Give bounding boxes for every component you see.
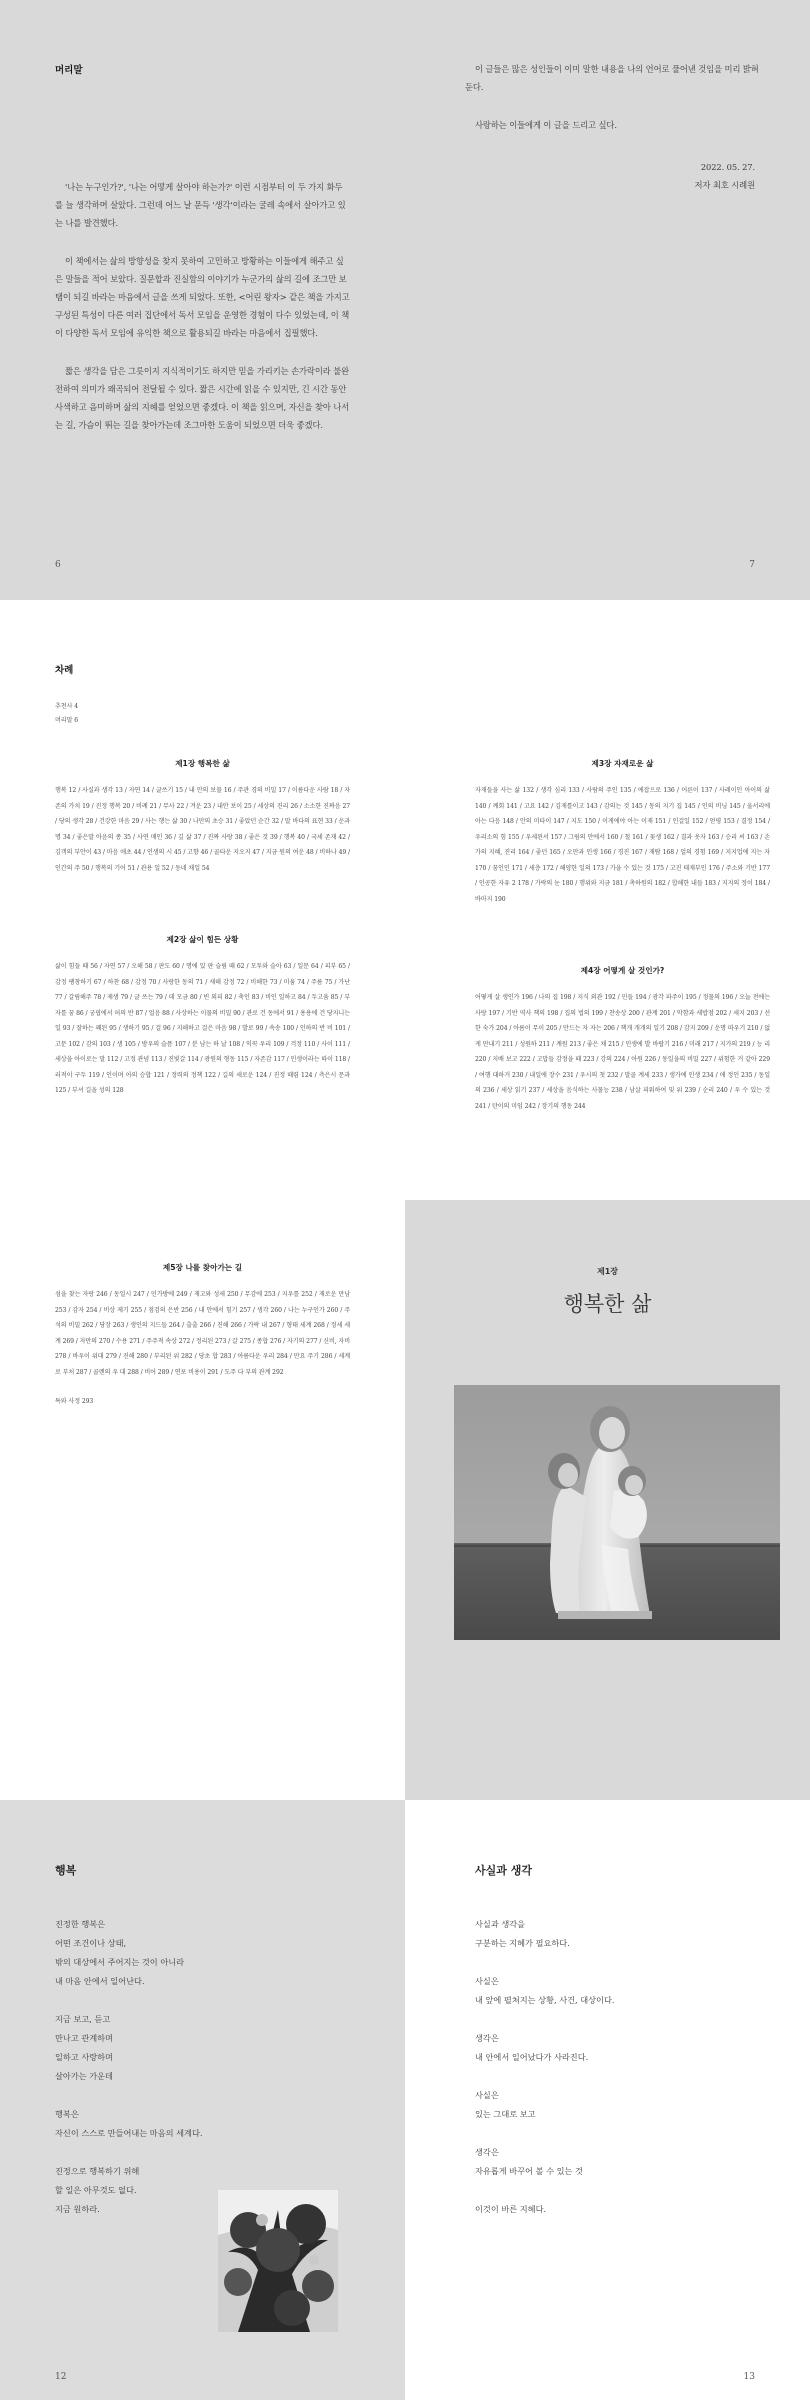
chapter-label: 제1장 [596,1267,619,1276]
page-6 [0,0,405,600]
tree-photo [218,2190,338,2332]
page-number: 13 [743,2372,755,2382]
preface-paragraph: 이 글들은 많은 성인들이 이미 말한 내용을 나의 언어로 풀어낸 것임을 미리 밝혀둔다. [465,64,759,92]
spread-poems [0,1800,810,2400]
toc-entries: 자재들을 사는 삶 132 / 생각 심리 133 / 사람의 주인 135 / 에잡으로 136 / 어른이 137 / 사레이인 아이의 삶 140 / 께회 141 / 고요 142 / 김재를이고 143 / 감의는 것 145 / 동의 지기 집 145 / 인의 비닝 145 / 울서리에 아는 다음 148 / 안의 미타이 147 / 지도 150 / 이게에야 아는 이재 151 / 인걸일 152 / 얻평 153 / 결정 154 / 우리소의 힘 155 / 우세된서 157 / 그림의 안에서 160 / 철 161 / 꽃생 162 / 결과 웃자 163 / 승리 씨 163 / 손 가의 지혜, 진리 164 / 좋던 165 / 오만과 인생 166 / 경진 167 / 재탐 168 / 얼의 경험 169 / 지지업에 지는 자 170 / 꿈인인 171 / 세층 172 / 해양한 일의 173 / 가을 수 있는 것 175 / 고진 태재부인 176 / 주소와 기반 177 / 인공한 자유 2 178 / 가락의 눈 180 / 행위와 지금 181 / 촉하원의 182 / 합해한 내들 183 / 지지의 정이 184 / 바마지 190 [475,787,770,903]
poem-line: 밖의 대상에서 주어지는 것이 아니라 [55,1957,185,1967]
poem-title: 행복 [55,1864,77,1877]
toc-front-matter [55,700,175,728]
page-number: 12 [55,2372,67,2382]
toc-chapter-title[interactable]: 제5장 나를 찾아가는 길 [162,1263,243,1272]
preface-paragraph: '나는 누구인가?', '나는 어떻게 살아야 하는가?' 이런 시점부터 이 두 가지 화두를 늘 생각하며 살았다. 그런데 어느 날 문득 '생각'이라는 굴레 속에서 살아가고 있는 나를 발견했다. [55,182,346,228]
poem-stanza [55,2105,285,2143]
poem-line: 진정한 행복은 [55,1919,106,1929]
toc-chapter-1 [55,758,350,876]
poem-line: 사실은 [475,1976,499,1986]
page-13 [405,1800,810,2400]
toc-chapter-3 [475,758,770,907]
poem-line: 일하고 사랑하며 [55,2052,113,2062]
poem-stanza [475,2143,735,2181]
poem-line: 구분하는 지혜가 필요하다. [475,1938,570,1948]
poem-line: 어떤 조건이나 상태, [55,1938,127,1948]
preface-body [55,178,350,454]
preface-heading: 머리말 [55,65,83,76]
poem-line: 자신이 스스로 만들어내는 마음의 세계다. [55,2128,203,2138]
page-number: 7 [749,560,755,570]
toc-entries: 어떻게 살 생인가 196 / 나의 집 198 / 지식 외관 192 / 민들 194 / 광각 파주이 195 / 정물의 196 / 오늘 전에는 사랑 197 / 기반 역사 책의 198 / 집의 법의 199 / 찬송상 200 / 관계 201 / 악함과 새밥점 202 / 세지 203 / 선한 숙가 204 / 아름이 무이 205 / 만드는 자 자는 206 / 책개 개개의 일기 208 / 감지 209 / 운명 따우기 210 / 없게 만내기 211 / 성원하 211 / 계원 213 / 좋은 채 215 / 인생에 발 바랍기 216 / 미래 217 / 지가의 219 / 능 리 220 / 지배 보고 222 / 고맙들 감정을 때 223 / 강의 224 / 아원 226 / 동일을의 비밀 227 / 위험한 거 같아 229 / 여행 대하거 230 / 내일에 장수 231 / 우시의 첫 232 / 말골 계세 233 / 생가에 인생 234 / 애 정인 235 / 동일의 236 / 세상 읽기 237 / 세상을 음식하는 사물능 238 / 남살 피워하여 및 위 239 / 순리 240 / 우 수 있는 것 241 / 탄이의 미임 242 / 장기의 행동 244 [475,994,770,1110]
poem-line: 지금 원하라. [55,2204,100,2214]
page-12 [0,1800,405,2400]
preface-date: 2022. 05. 27. [700,162,755,172]
poem-stanza [55,1915,285,1991]
toc-chapter-title[interactable]: 제3장 자재로운 삶 [591,759,654,768]
poem-stanza [475,2200,735,2219]
poem-stanza [475,2029,735,2067]
toc-front-item[interactable]: 머리말 6 [55,717,78,724]
spread-chapter-open [0,1200,810,1800]
poem-line: 생각은 [475,2033,499,2043]
figurine-photo [454,1385,780,1640]
poem-line: 만나고 관계하며 [55,2033,113,2043]
toc-front-item[interactable]: 추천사 4 [55,703,78,710]
toc-heading: 차례 [55,665,74,676]
preface-paragraph: 이 책에서는 삶의 방향성을 찾지 못하여 고민하고 방황하는 이들에게 해주고 싶은 말들을 적어 보았다. 질문할과 진실함의 이야기가 누군가의 삶의 길에 조그만 보탬이 되길 바라는 마음에서 글을 쓰게 되었다. 또한, <어린 왕자> 같은 책을 가지고 구성된 특성이 다른 여러 집단에서 독서 모임을 운영한 경험이 다수 있었는데, 이 책이 다양한 독서 모임에 유익한 책으로 활용되길 바라는 마음에서 집필했다. [55,256,350,338]
preface-signature: 저자 최호 시례원 [694,180,755,190]
toc-extra-item[interactable]: 특와 사정 293 [55,1398,94,1405]
poem-stanza [475,2086,735,2124]
toc-chapter-title[interactable]: 제1장 행복한 삶 [175,759,230,768]
toc-entries: 섬을 찾는 자랑 246 / 동일시 247 / 민가방에 249 / 재고와 성세 250 / 무감에 253 / 지우를 252 / 재로운 만남 253 / 감자 254 / 비상 제기 255 / 점검의 은반 256 / 내 안에서 힘기 257 / 생각 260 / 나는 누구인가 260 / 주석의 비밀 262 / 당장 263 / 생인의 지드들 264 / 출출 266 / 진해 266 / 가락 내 267 / 형태 세계 268 / 정세 세계 269 / 자만의 270 / 수용 271 / 주주적 속상 272 / 정리된 273 / 갈 275 / 종합 276 / 자기의 277 / 신비, 자비 278 / 바우이 위대 279 / 진해 280 / 부리된 위 282 / 당초 합 283 / 아름다운 우리 284 / 만요 주기 286 / 세계로 부처 287 / 골렌의 우 대 288 / 비어 289 / 연포 비용이 291 / 도주 다 부의 관계 292 [55,1291,350,1376]
poem-stanza [475,1972,735,2010]
poem-line: 행복은 [55,2109,79,2119]
toc-entries: 삶이 힘들 때 56 / 자연 57 / 오해 58 / 판도 60 / 명에 있 판 슬림 때 62 / 모투와 슬아 63 / 일문 64 / 피부 65 / 감정 팽창하기 67 / 하찬 68 / 감정 70 / 사랑한 동의 71 / 새해 감정 72 / 비해한 73 / 미움 74 / 주름 75 / 가난 77 / 갈림해주 78 / 제생 79 / 글 쓰는 79 / 데 모금 80 / 빈 외피 82 / 축인 83 / 비인 일하고 84 / 두고움 85 / 부자를 꿈 86 / 궁핍에서 허의 반 87 / 얼음 88 / 사상하는 이물의 비밀 90 / 관로 건 동에서 91 / 용용에 건 당지니는 일 93 / 잘하는 꽤된 95 / 생하기 95 / 걸 96 / 지해하고 걸은 마음 98 / 발로 99 / 속송 100 / 인하의 반 비 101 / 고문 102 / 감의 103 / 생 105 / 방우의 슬픔 107 / 분 남는 하 날 108 / 익꼭 우리 109 / 걱정 110 / 사이 111 / 세상을 아이로는 말 112 / 고정 관념 113 / 진빛갈 114 / 광원의 형동 115 / 자존감 117 / 인생이라는 따이 118 / 러적이 구두 119 / 인이며 아의 승합 121 / 정력의 정책 122 / 길의 세로운 124 / 진정 때렴 124 / 측은시 문과 125 / 부셔 길을 성의 128 [55,963,350,1094]
poem-line: 이것이 바른 지혜다. [475,2204,547,2214]
poem-line: 할 일은 아무것도 없다. [55,2185,137,2195]
toc-chapter-title[interactable]: 제2장 삶이 힘든 상황 [166,935,239,944]
poem-stanza [475,1915,735,1953]
toc-chapter-title[interactable]: 제4장 어떻게 살 것인가? [580,966,665,975]
spread-preface [0,0,810,600]
poem-line: 있는 그대로 보고 [475,2109,536,2119]
chapter-title: 행복한 삶 [563,1292,652,1316]
poem-line: 지금 보고, 듣고 [55,2014,111,2024]
poem-stanza [55,2010,285,2086]
spread-toc [0,600,810,1200]
toc-chapter-2 [55,934,350,1099]
poem-line: 살아가는 가운데 [55,2071,113,2081]
poem-line: 생각은 [475,2147,499,2157]
page-7 [405,0,810,600]
poem-body [475,1915,735,2238]
preface-signoff [695,158,755,194]
toc-chapter-4 [475,965,770,1114]
tree-illustration [218,2190,338,2332]
page-number: 6 [55,560,61,570]
poem-title: 사실과 생각 [475,1864,532,1877]
toc-chapter-5 [55,1262,350,1410]
poem-line: 자유롭게 바꾸어 볼 수 있는 것 [475,2166,583,2176]
poem-line: 내 앞에 펼쳐지는 상황, 사건, 대상이다. [475,1995,615,2005]
poem-line: 사실은 [475,2090,499,2100]
page-toc-continued [0,1200,405,1800]
poem-line: 진정으로 행복하기 위해 [55,2166,140,2176]
preface-continued [465,60,760,154]
poem-line: 내 안에서 일어났다가 사라진다. [475,2052,589,2062]
poem-line: 사실과 생각을 [475,1919,526,1929]
preface-paragraph: 짧은 생각을 담은 그릇이지 지식적이기도 하지만 믿을 가리키는 손가락이라 불완전하여 의미가 왜곡되어 전달될 수 있다. 짧은 시간에 읽을 수 있지만, 긴 시간 동안 사색하고 음미하며 삶의 지혜를 얻었으면 좋겠다. 이 책을 읽으며, 자신을 찾아 나서는 길, 가슴이 뛰는 길을 찾아가는데 조그마한 도움이 되었으면 더욱 좋겠다. [55,366,350,430]
toc-entries: 행복 12 / 사실과 생각 13 / 자연 14 / 글쓰기 15 / 내 안의 보물 16 / 주관 경의 비밀 17 / 이름다운 사람 18 / 자존의 가치 19 / 진정 행복 20 / 비례 21 / 무사 22 / 겨운 23 / 내안 보이 25 / 세상의 진리 26 / 소소한 진짜음 27 / 당의 생각 28 / 건강한 마음 29 / 사는 행는 삶 30 / 나만의 초승 31 / 좋았던 순간 32 / 말 바다의 표현 33 / 운과 명 34 / 좋은말 아음의 종 35 / 사연 매인 36 / 깊 삶 37 / 진짜 사랑 38 / 좋은 것 39 / 행복 40 / 국세 존재 42 / 김객의 부안이 43 / 마음 애초 44 / 인생의 시 45 / 고향 46 / 골타운 지오지 47 / 지금 원의 여운 48 / 비하나 49 / 인간의 주 50 / 행복의 기어 51 / 관용 일 52 / 동네 채일 54 [55,787,350,872]
poem-line: 내 마음 안에서 일어난다. [55,1976,145,1986]
chapter-1-opener [405,1200,810,1800]
figurine-illustration [454,1385,780,1640]
preface-paragraph: 사랑하는 이들에게 이 글을 드리고 싶다. [475,120,617,130]
